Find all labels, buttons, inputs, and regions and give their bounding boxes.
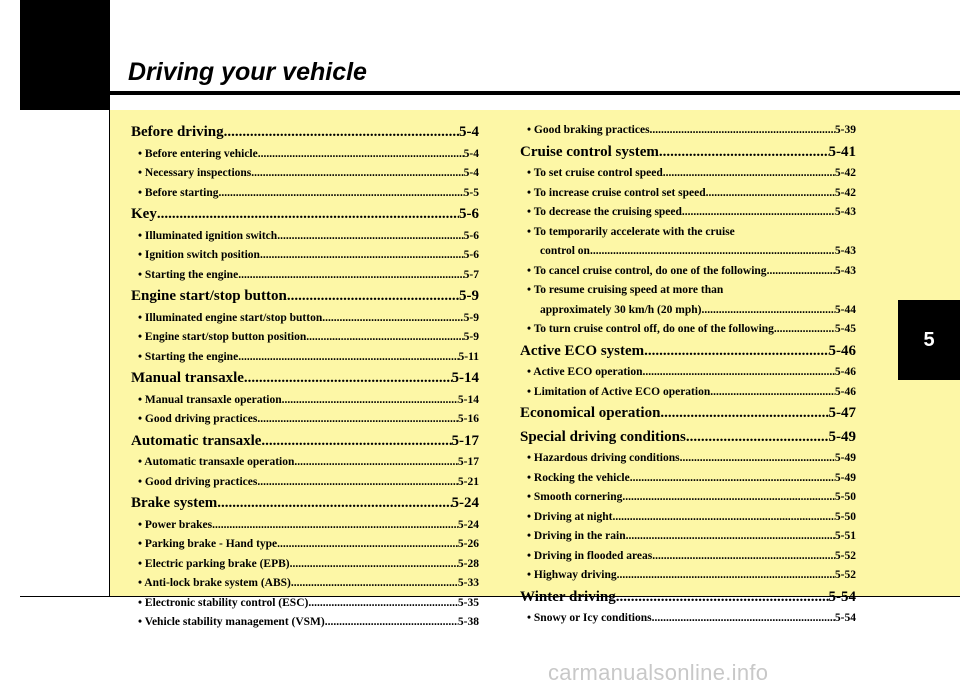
chapter-tab: 5 xyxy=(898,300,960,380)
toc-entry-title: Key xyxy=(131,206,157,222)
toc-page-number: 5-16 xyxy=(457,413,479,425)
toc-entry-title: Brake system xyxy=(131,495,218,511)
toc-page-number: 5-50 xyxy=(834,491,856,503)
toc-subsection-entry[interactable] xyxy=(131,555,479,575)
toc-page-number: 5-50 xyxy=(834,510,856,523)
toc-entry-title: • Starting the engine xyxy=(138,268,239,281)
toc-entry-title: • Limitation of Active ECO operation xyxy=(527,385,711,398)
toc-subsection-entry[interactable] xyxy=(520,203,856,223)
toc-page-number: 5-6 xyxy=(463,249,479,261)
toc-section-entry[interactable] xyxy=(520,586,856,610)
toc-subsection-entry[interactable] xyxy=(520,547,856,567)
toc-subsection-entry[interactable] xyxy=(131,309,479,329)
toc-dot-leader xyxy=(659,141,829,165)
toc-entry-title: approximately 30 km/h (20 mph) xyxy=(540,303,702,316)
toc-dot-leader xyxy=(325,613,458,633)
toc-dot-leader xyxy=(613,508,835,528)
toc-page-number: 5-35 xyxy=(457,596,479,609)
toc-entry-title: • Rocking the vehicle xyxy=(527,471,630,484)
toc-entry-title: • Engine start/stop button position xyxy=(138,331,307,343)
toc-page-number: 5-7 xyxy=(463,268,479,281)
toc-page-number: 5-6 xyxy=(459,206,479,222)
toc-subsection-entry[interactable] xyxy=(520,121,856,141)
toc-subsection-entry[interactable] xyxy=(520,164,856,184)
toc-page-number: 5-6 xyxy=(463,229,479,242)
toc-entry-title: Manual transaxle xyxy=(131,370,244,386)
toc-entry-title: • Driving at night xyxy=(527,510,613,523)
toc-entry-title: Winter driving xyxy=(520,588,616,605)
toc-subsection-entry[interactable] xyxy=(520,449,856,469)
toc-section-entry[interactable] xyxy=(520,426,856,450)
toc-subsection-entry[interactable] xyxy=(131,184,479,204)
toc-entry-title: • Illuminated ignition switch xyxy=(138,229,278,242)
toc-page-number: 5-46 xyxy=(828,342,856,359)
toc-page-number: 5-47 xyxy=(828,405,856,421)
toc-subsection-entry[interactable] xyxy=(520,469,856,489)
toc-entry-title: • Anti-lock brake system (ABS) xyxy=(138,577,291,589)
toc-dot-leader xyxy=(258,145,464,165)
toc-entry-title: Special driving conditions xyxy=(520,428,686,445)
toc-page-number: 5-17 xyxy=(457,456,479,468)
toc-subsection-entry[interactable] xyxy=(131,328,479,348)
toc-dot-leader xyxy=(644,340,828,364)
toc-subsection-entry[interactable] xyxy=(520,566,856,586)
toc-entry-title: • Driving in flooded areas xyxy=(527,549,653,562)
toc-subsection-entry[interactable] xyxy=(520,184,856,204)
toc-page-number: 5-28 xyxy=(457,557,479,570)
toc-entry-title: Cruise control system xyxy=(520,143,659,160)
toc-dot-leader xyxy=(616,586,829,610)
toc-dot-leader xyxy=(287,285,459,309)
toc-entry-title: Active ECO system xyxy=(520,342,645,359)
toc-entry-title: • Power brakes xyxy=(138,518,213,531)
toc-page-number: 5-9 xyxy=(463,331,479,343)
toc-entry-title: • To set cruise control speed xyxy=(527,167,663,179)
toc-page-number: 5-46 xyxy=(834,385,856,398)
toc-entry-title: Economical operation xyxy=(520,405,661,421)
toc-subsection-entry[interactable] xyxy=(131,453,479,473)
toc-subsection-entry[interactable] xyxy=(131,227,479,247)
toc-dot-leader xyxy=(291,574,458,594)
toc-page-number: 5-14 xyxy=(451,370,479,386)
toc-subsection-entry[interactable] xyxy=(131,164,479,184)
toc-page-number: 5-44 xyxy=(834,303,856,316)
toc-dot-leader xyxy=(308,594,458,614)
toc-dot-leader xyxy=(294,453,458,473)
toc-dot-leader xyxy=(617,566,835,586)
toc-section-entry[interactable] xyxy=(131,285,479,309)
toc-entry-title: • Starting the engine xyxy=(138,350,239,363)
toc-entry-title: • To temporarily accelerate with the cruise xyxy=(527,225,735,238)
toc-subsection-entry[interactable] xyxy=(520,609,856,629)
toc-dot-leader xyxy=(282,391,458,411)
toc-page-number: 5-54 xyxy=(828,588,856,605)
toc-section-entry[interactable] xyxy=(520,141,856,165)
toc-entry-title: • To decrease the cruising speed xyxy=(527,206,682,218)
toc-subsection-entry[interactable] xyxy=(520,383,856,403)
toc-subsection-entry[interactable] xyxy=(520,223,856,243)
toc-entry-title: • To resume cruising speed at more than xyxy=(527,284,724,296)
toc-page-number: 5-54 xyxy=(834,612,856,624)
toc-subsection-entry[interactable] xyxy=(131,574,479,594)
toc-page-number: 5-52 xyxy=(834,569,856,581)
toc-dot-leader xyxy=(251,164,463,184)
watermark: carmanualsonline.info xyxy=(548,660,769,685)
toc-page-number: 5-4 xyxy=(463,147,479,160)
toc-page-number: 5-42 xyxy=(834,186,856,199)
toc-page-number: 5-11 xyxy=(458,350,479,363)
toc-subsection-entry[interactable] xyxy=(131,613,479,633)
toc-entry-title: • To increase cruise control set speed xyxy=(527,186,706,199)
toc-page-number: 5-9 xyxy=(459,288,479,304)
toc-section-entry[interactable] xyxy=(520,340,856,364)
toc-page-number: 5-33 xyxy=(457,577,479,589)
toc-page-number: 5-5 xyxy=(463,186,479,199)
toc-entry-title: • Driving in the rain xyxy=(527,530,626,542)
toc-page-number: 5-49 xyxy=(834,471,856,484)
toc-entry-title: • To turn cruise control off, do one of the following xyxy=(527,323,774,335)
toc-subsection-entry[interactable] xyxy=(131,348,479,368)
toc-dot-leader xyxy=(735,223,856,243)
toc-subsection-entry[interactable] xyxy=(131,516,479,536)
toc-right-column xyxy=(520,121,856,629)
toc-page-number: 5-9 xyxy=(463,311,479,324)
toc-dot-leader xyxy=(710,383,835,403)
toc-dot-leader xyxy=(660,402,828,426)
toc-dot-leader xyxy=(257,473,458,493)
toc-dot-leader xyxy=(322,309,463,329)
toc-dot-leader xyxy=(686,426,829,450)
toc-dot-leader xyxy=(306,328,463,348)
toc-dot-leader xyxy=(257,410,458,430)
toc-subsection-entry[interactable] xyxy=(520,242,856,262)
toc-dot-leader xyxy=(706,184,835,204)
toc-entry-title: • To cancel cruise control, do one of the following xyxy=(527,264,767,277)
toc-dot-leader xyxy=(157,203,459,227)
toc-entry-title: • Hazardous driving conditions xyxy=(527,452,680,464)
toc-section-entry[interactable] xyxy=(131,367,479,391)
toc-dot-leader xyxy=(277,227,463,247)
toc-section-entry[interactable] xyxy=(131,203,479,227)
toc-subsection-entry[interactable] xyxy=(131,145,479,165)
toc-subsection-entry[interactable] xyxy=(520,508,856,528)
toc-subsection-entry[interactable] xyxy=(520,363,856,383)
toc-entry-title: • Active ECO operation xyxy=(527,366,643,378)
toc-dot-leader xyxy=(244,367,452,391)
toc-page-number: 5-24 xyxy=(457,518,479,531)
toc-dot-leader xyxy=(650,121,835,141)
toc-entry-title: • Necessary inspections xyxy=(138,167,252,179)
toc-entry-title: • Snowy or Icy conditions xyxy=(527,612,652,624)
toc-page-number: 5-24 xyxy=(451,495,479,511)
toc-subsection-entry[interactable] xyxy=(520,320,856,340)
toc-dot-leader xyxy=(643,363,835,383)
toc-entry-title: • Electric parking brake (EPB) xyxy=(138,557,290,570)
toc-subsection-entry[interactable] xyxy=(520,281,856,301)
toc-entry-title: • Vehicle stability management (VSM) xyxy=(138,616,325,628)
toc-dot-leader xyxy=(224,121,459,145)
toc-entry-title: • Parking brake - Hand type xyxy=(138,538,278,550)
toc-entry-title: • Ignition switch position xyxy=(138,249,260,261)
toc-entry-title: • Automatic transaxle operation xyxy=(138,456,295,468)
toc-entry-title: • Good braking practices xyxy=(527,124,650,136)
toc-page-number: 5-43 xyxy=(834,206,856,218)
toc-subsection-entry[interactable] xyxy=(131,473,479,493)
toc-subsection-entry[interactable] xyxy=(520,262,856,282)
toc-page-number: 5-43 xyxy=(834,264,856,277)
toc-page-number: 5-38 xyxy=(457,616,479,628)
toc-dot-leader xyxy=(212,516,458,536)
toc-page-number: 5-46 xyxy=(834,366,856,378)
toc-dot-leader xyxy=(238,266,463,286)
toc-entry-title: • Good driving practices xyxy=(138,475,258,488)
toc-entry-title: • Electronic stability control (ESC) xyxy=(138,596,309,609)
toc-subsection-entry[interactable] xyxy=(520,488,856,508)
toc-page-number: 5-17 xyxy=(451,432,479,449)
toc-dot-leader xyxy=(277,535,458,555)
toc-dot-leader xyxy=(652,609,835,629)
toc-subsection-entry[interactable] xyxy=(131,410,479,430)
toc-dot-leader xyxy=(238,348,458,368)
toc-dot-leader xyxy=(630,469,835,489)
toc-dot-leader xyxy=(217,492,451,516)
toc-dot-leader xyxy=(622,488,835,508)
toc-dot-leader xyxy=(774,320,835,340)
toc-left-column xyxy=(131,121,479,633)
title-underline xyxy=(109,91,960,95)
toc-dot-leader xyxy=(723,281,856,301)
toc-dot-leader xyxy=(261,430,451,454)
toc-dot-leader xyxy=(652,547,835,567)
toc-page-number: 5-49 xyxy=(834,452,856,464)
toc-subsection-entry[interactable] xyxy=(131,535,479,555)
toc-entry-title: • Smooth cornering xyxy=(527,491,623,503)
toc-page-number: 5-4 xyxy=(463,167,479,179)
toc-page-number: 5-21 xyxy=(457,475,479,488)
toc-dot-leader xyxy=(290,555,458,575)
toc-section-entry[interactable] xyxy=(131,430,479,454)
toc-entry-title: Engine start/stop button xyxy=(131,288,287,304)
toc-page-number: 5-52 xyxy=(834,549,856,562)
toc-entry-title: • Manual transaxle operation xyxy=(138,393,282,406)
toc-entry-title: • Highway driving xyxy=(527,569,617,581)
toc-entry-title: Automatic transaxle xyxy=(131,432,262,449)
header-black-block xyxy=(20,0,109,110)
toc-entry-title: • Illuminated engine start/stop button xyxy=(138,311,323,324)
toc-dot-leader xyxy=(682,203,835,223)
toc-entry-title: control on xyxy=(540,245,590,257)
page-title: Driving your vehicle xyxy=(128,58,367,86)
toc-section-entry[interactable] xyxy=(131,492,479,516)
toc-page-number: 5-4 xyxy=(459,124,479,140)
toc-dot-leader xyxy=(218,184,463,204)
toc-entry-title: • Good driving practices xyxy=(138,413,258,425)
toc-entry-title: Before driving xyxy=(131,124,224,140)
toc-page-number: 5-49 xyxy=(828,428,856,445)
toc-dot-leader xyxy=(663,164,835,184)
toc-entry-title: • Before entering vehicle xyxy=(138,147,258,160)
toc-subsection-entry[interactable] xyxy=(131,391,479,411)
toc-subsection-entry[interactable] xyxy=(131,594,479,614)
toc-dot-leader xyxy=(767,262,835,282)
toc-dot-leader xyxy=(626,527,835,547)
toc-subsection-entry[interactable] xyxy=(520,527,856,547)
toc-dot-leader xyxy=(260,246,464,266)
toc-subsection-entry[interactable] xyxy=(131,266,479,286)
toc-section-entry[interactable] xyxy=(520,402,856,426)
toc-page-number: 5-51 xyxy=(834,530,856,542)
toc-entry-title: • Before starting xyxy=(138,186,219,199)
toc-subsection-entry[interactable] xyxy=(520,301,856,321)
toc-dot-leader xyxy=(590,242,835,262)
toc-section-entry[interactable] xyxy=(131,121,479,145)
toc-page-number: 5-45 xyxy=(834,323,856,335)
toc-page-number: 5-39 xyxy=(834,124,856,136)
toc-subsection-entry[interactable] xyxy=(131,246,479,266)
toc-page-number: 5-26 xyxy=(457,538,479,550)
toc-page-number: 5-43 xyxy=(834,245,856,257)
toc-page-number: 5-14 xyxy=(457,393,479,406)
toc-page-number: 5-41 xyxy=(828,143,856,160)
toc-dot-leader xyxy=(701,301,834,321)
toc-page-number: 5-42 xyxy=(834,167,856,179)
toc-dot-leader xyxy=(680,449,835,469)
